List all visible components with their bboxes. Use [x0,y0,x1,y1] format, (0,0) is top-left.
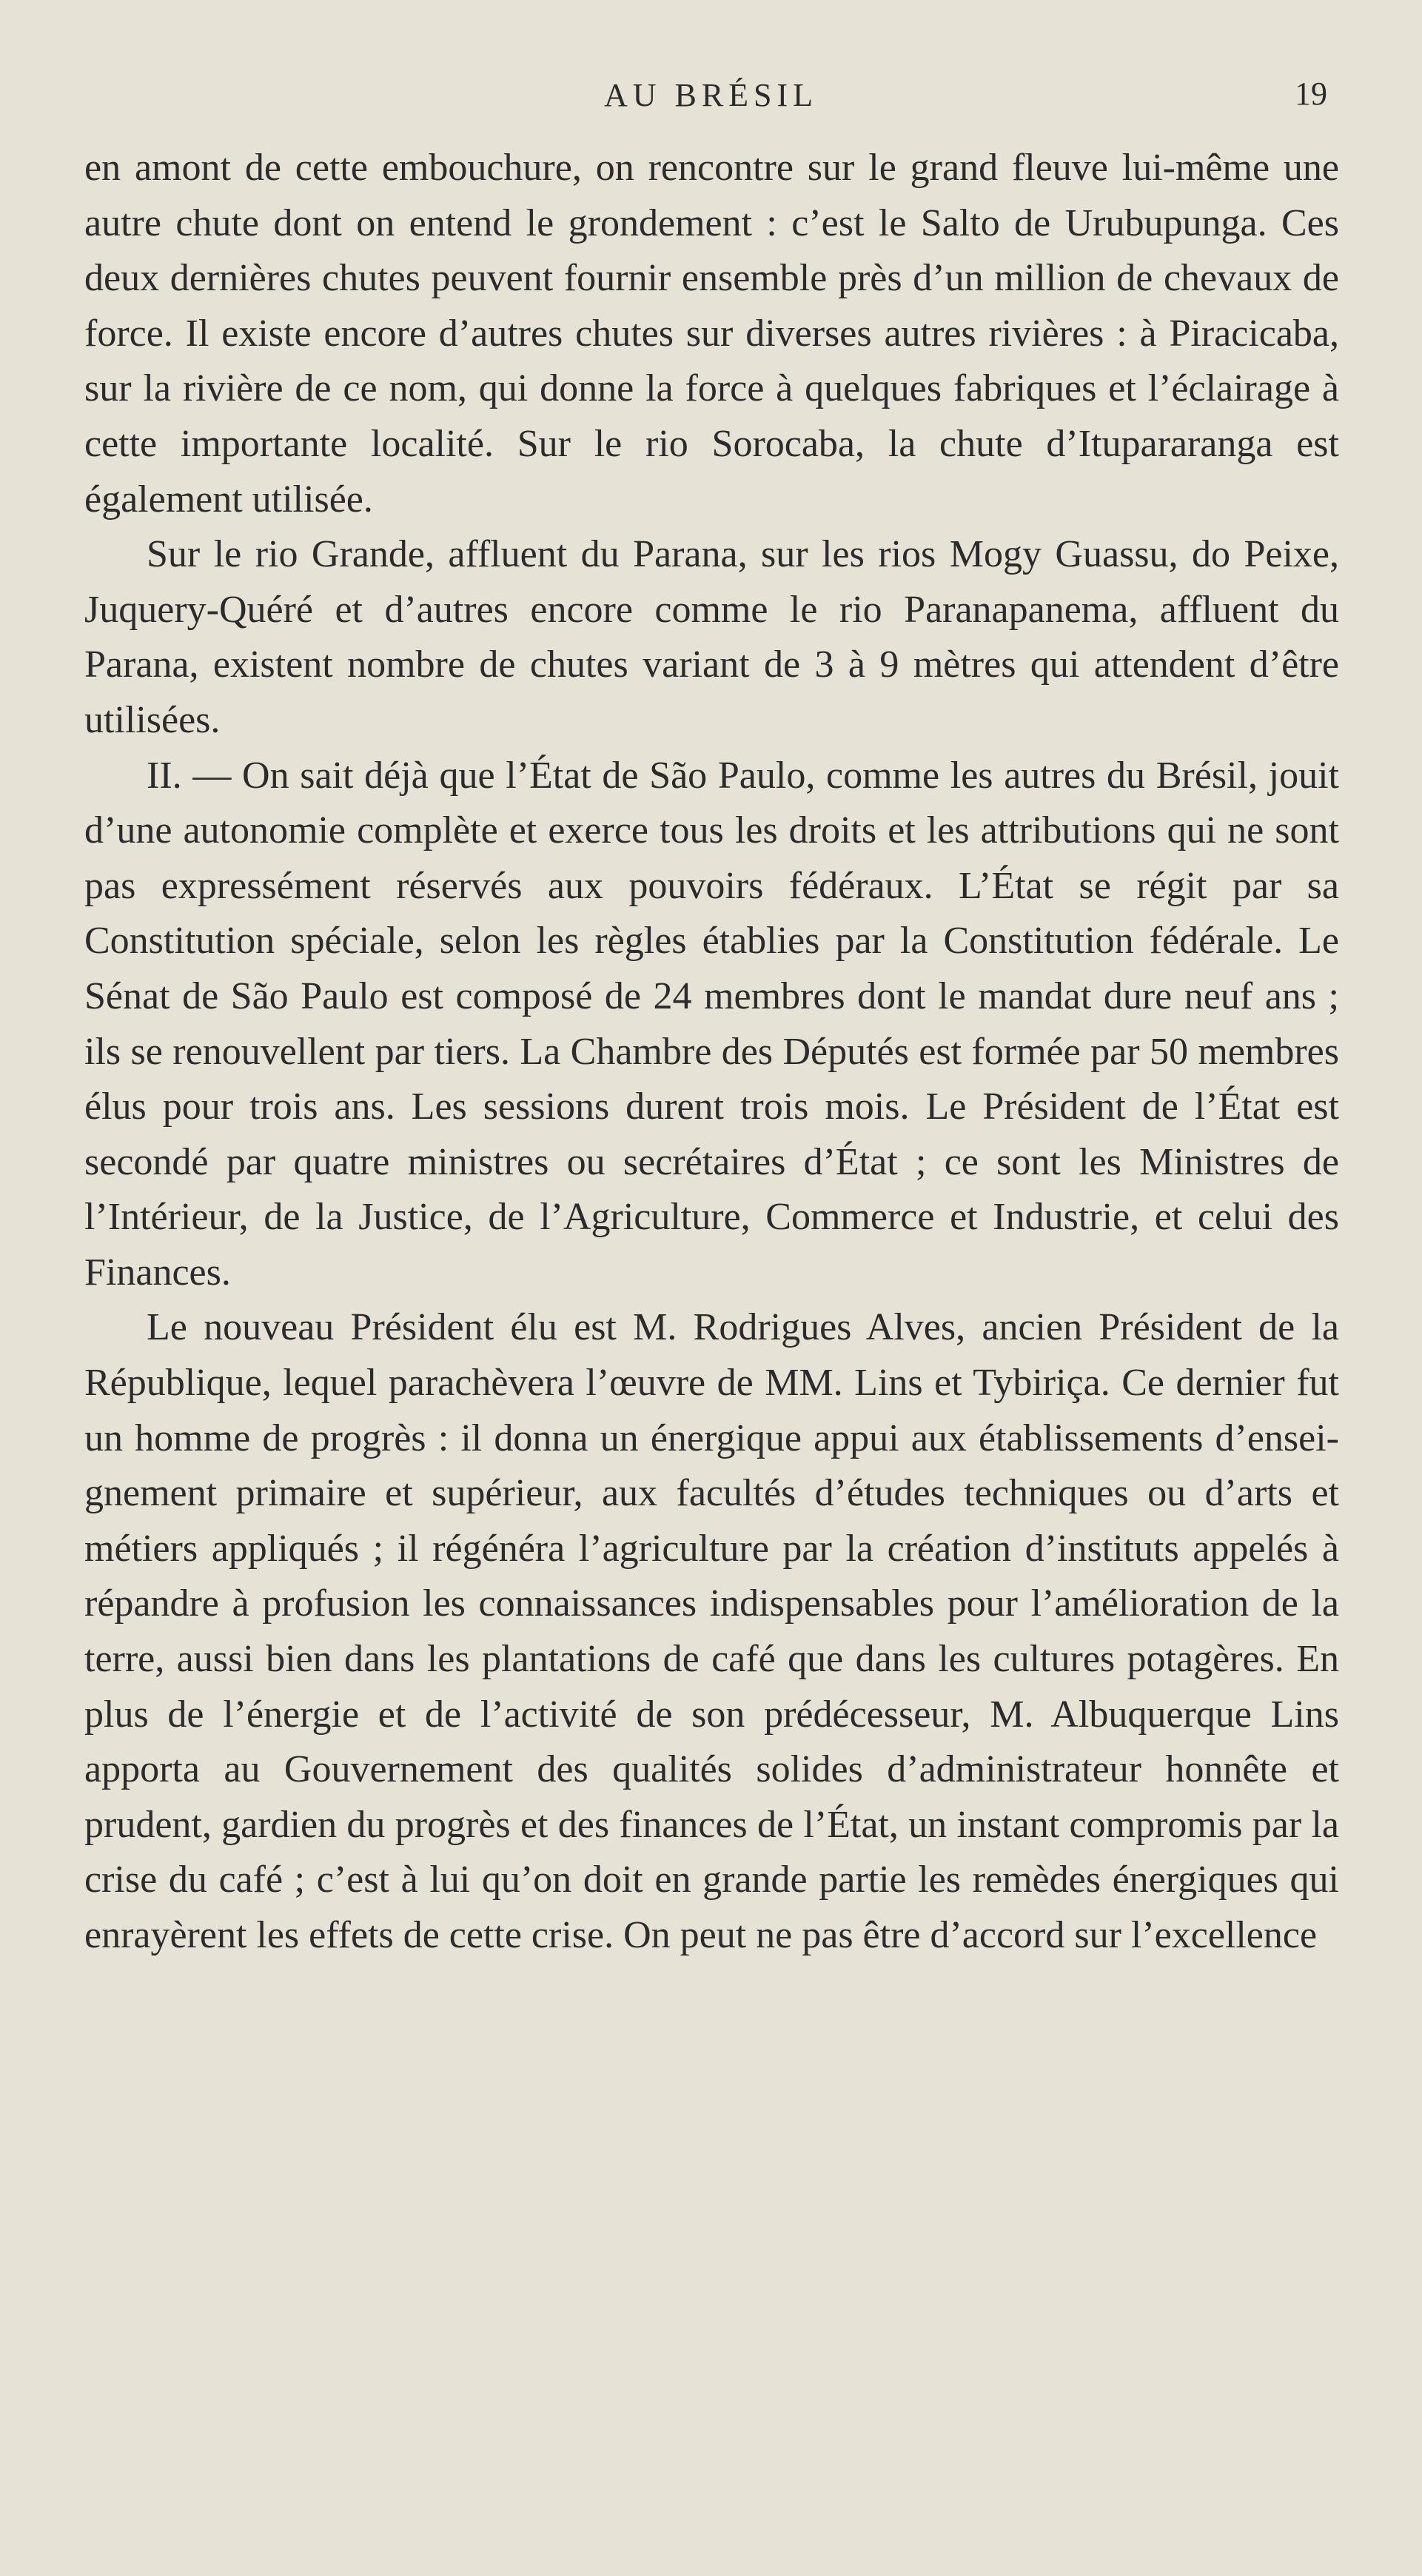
body-text [84,141,1339,1964]
paragraph-rio-grande: Sur le rio Grande, affluent du Parana, sur les rios Mogy Guassu, do Peixe, Juquery-Quéré et d’autres encore comme le rio Paranapanema, affluent du Parana, existent nombre de chutes variant de 3 à 9 mètres qui attendent d’être utilisées. [84,533,1339,741]
running-title: AU BRÉSIL [603,77,819,113]
page-header [0,69,1422,128]
page-number: 19 [1295,76,1327,112]
paragraph-president: Le nouveau Président élu est M. Rodrigues Alves, ancien Président de la République, lequel parachèvera l’œuvre de MM. Lins et Tybiriça. Ce dernier fut un homme de progrès : il donna un énergique appui aux établissements d’enseignement primaire et supérieur, aux facultés d’études techniques ou d’arts et métiers appliqués ; il régénéra l’agriculture par la création d’instituts appelés à répandre à profusion les connaissances indispensables pour l’amélioration de la terre, aussi bien dans les plantations de café que dans les cultures potagères. En plus de l’énergie et de l’activité de son prédécesseur, M. Albuquerque Lins apporta au Gouvernement des qualités solides d’administrateur honnête et prudent, gardien du progrès et des finances de l’État, un instant compromis par la crise du café ; c’est à lui qu’on doit en grande partie les remèdes énergiques qui enrayèrent les effets de cette crise. On peut ne pas être d’accord sur l’excellence [84,1306,1339,1956]
paragraph-section-ii: II. — On sait déjà que l’État de São Paulo, comme les autres du Brésil, jouit d’une autonomie complète et exerce tous les droits et les attributions qui ne sont pas expressément réservés aux pouvoirs fédéraux. L’État se régit par sa Constitution spéciale, selon les règles établies par la Constitution fédérale. Le Sénat de São Paulo est composé de 24 membres dont le mandat dure neuf ans ; ils se renouvellent par tiers. La Chambre des Députés est formée par 50 membres élus pour trois ans. Les sessions durent trois mois. Le Président de l’État est secondé par quatre ministres ou secrétaires d’État ; ce sont les Ministres de l’Intérieur, de la Justice, de l’Agriculture, Commerce et Industrie, et celui des Finances. [84,754,1339,1294]
paragraph-continuation: en amont de cette embouchure, on rencontre sur le grand fleuve lui-même une autre chute dont on entend le grondement : c’est le Salto de Urubupunga. Ces deux dernières chutes peuvent fournir ensemble près d’un million de chevaux de force. Il existe encore d’autres chutes sur diverses autres rivières : à Piracicaba, sur la rivière de ce nom, qui donne la force à quelques fabriques et l’éclairage à cette importante localité. Sur le rio Sorocaba, la chute d’Itupararanga est également utilisée. [84,147,1339,521]
